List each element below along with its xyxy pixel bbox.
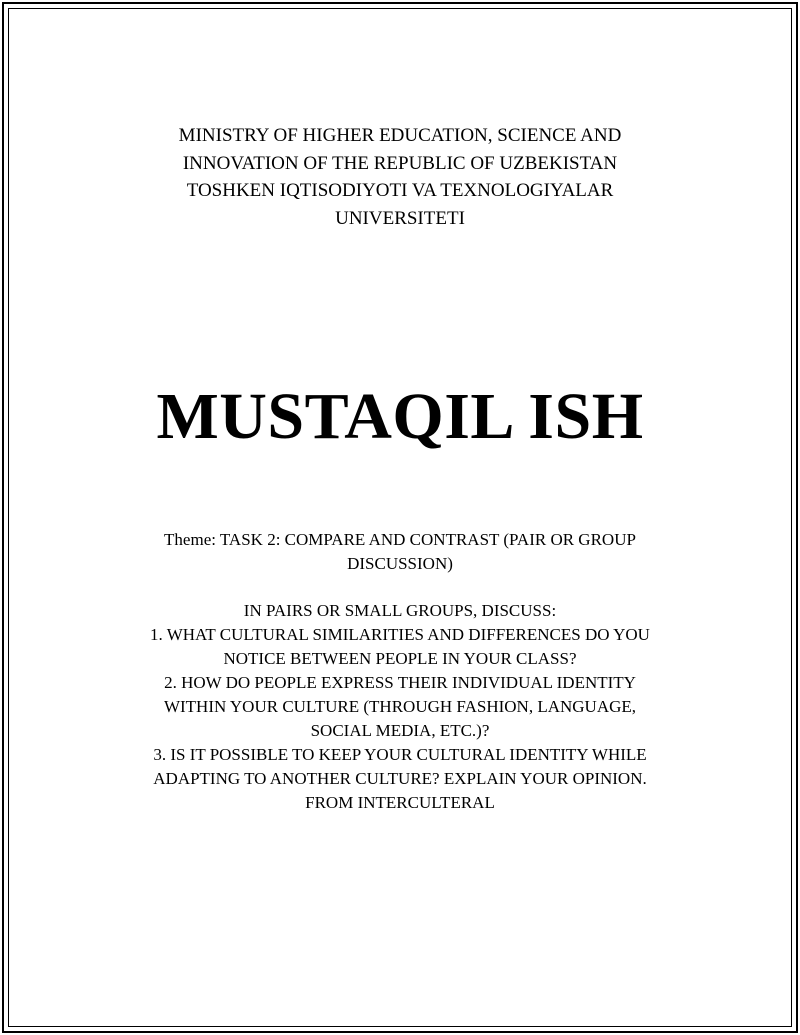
task-question-line: 2. HOW DO PEOPLE EXPRESS THEIR INDIVIDUAL IDENTITY — [164, 673, 636, 692]
header-line: TOSHKEN IQTISODIYOTI VA TEXNOLOGIYALAR — [186, 180, 614, 201]
task-question-line: NOTICE BETWEEN PEOPLE IN YOUR CLASS? — [223, 649, 577, 668]
document-title: MUSTAQIL ISH — [156, 380, 644, 453]
task-source-line: FROM INTERCULTERAL — [305, 793, 495, 812]
theme-line: DISCUSSION) — [347, 554, 453, 573]
task-intro: IN PAIRS OR SMALL GROUPS, DISCUSS: — [243, 601, 557, 620]
header-line: MINISTRY OF HIGHER EDUCATION, SCIENCE AND — [178, 125, 622, 146]
header-line: UNIVERSITETI — [335, 207, 465, 229]
task-block — [0, 599, 800, 815]
task-question-line: SOCIAL MEDIA, ETC.)? — [310, 721, 490, 740]
task-question-line: ADAPTING TO ANOTHER CULTURE? EXPLAIN YOUR OPINION. — [153, 769, 647, 788]
theme-line: Theme: TASK 2: COMPARE AND CONTRAST (PAIR OR GROUP — [164, 530, 636, 549]
institution-header — [0, 122, 800, 232]
task-question-line: 1. WHAT CULTURAL SIMILARITIES AND DIFFERENCES DO YOU — [150, 625, 650, 644]
header-line: INNOVATION OF THE REPUBLIC OF UZBEKISTAN — [182, 152, 618, 174]
theme-block — [0, 528, 800, 576]
task-question-line: 3. IS IT POSSIBLE TO KEEP YOUR CULTURAL IDENTITY WHILE — [153, 745, 647, 764]
task-question-line: WITHIN YOUR CULTURE (THROUGH FASHION, LANGUAGE, — [163, 697, 637, 716]
